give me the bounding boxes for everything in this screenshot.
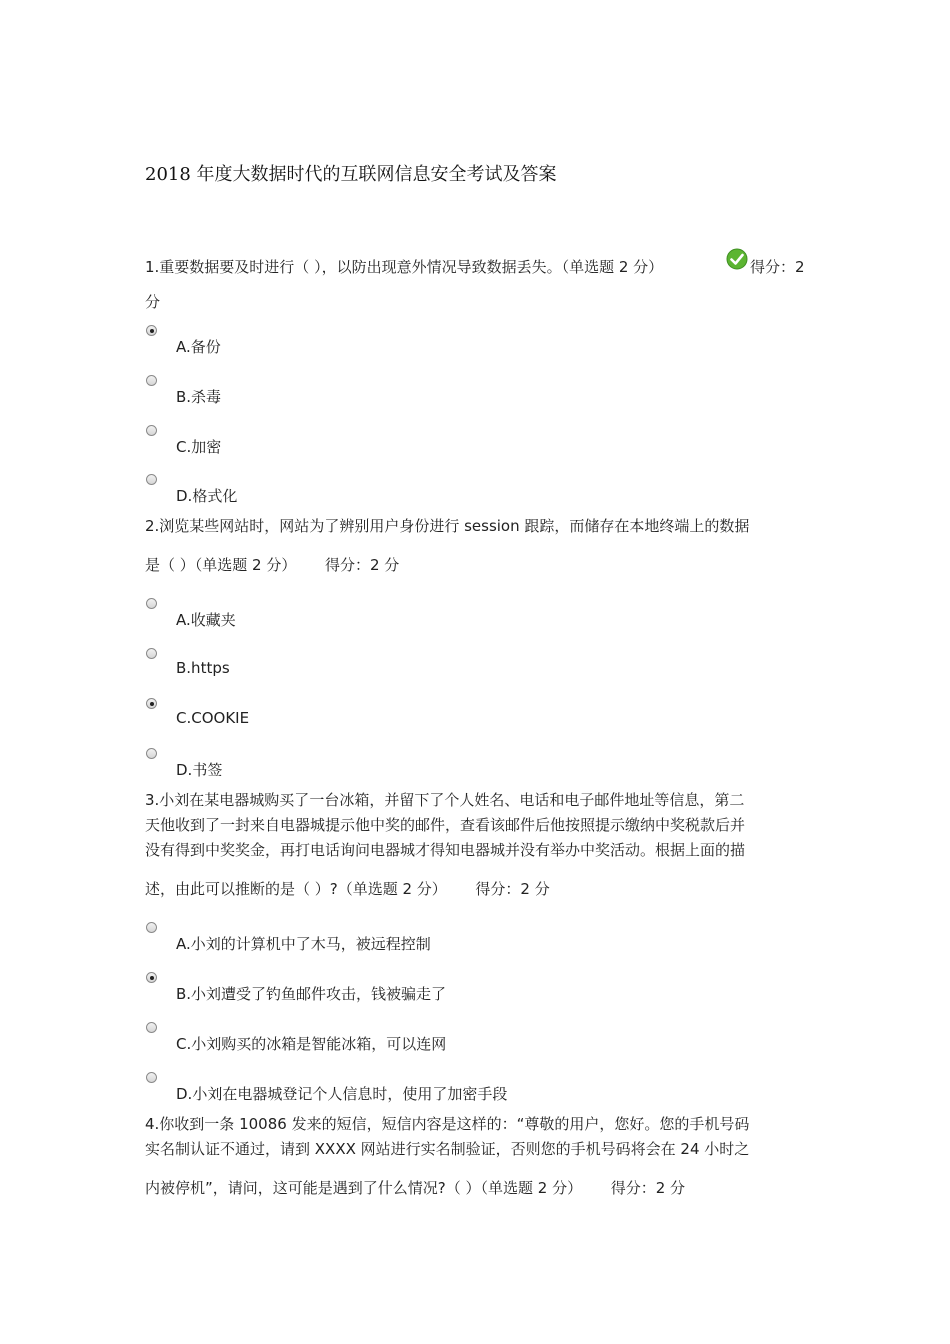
- option-label-3d: D.小刘在电器城登记个人信息时，使用了加密手段: [176, 1085, 508, 1103]
- option-radio-3a[interactable]: [146, 922, 157, 933]
- question-1-text: 1.重要数据要及时进行（ ），以防出现意外情况导致数据丢失。（单选题 2 分）: [145, 258, 664, 276]
- option-label-2a: A.收藏夹: [176, 611, 236, 629]
- option-label-2d: D.书签: [176, 761, 223, 779]
- document-title: 2018 年度大数据时代的互联网信息安全考试及答案: [145, 164, 557, 185]
- option-label-1c: C.加密: [176, 438, 222, 456]
- question-3-text-line-3: 没有得到中奖奖金，再打电话询问电器城才得知电器城并没有举办中奖活动。根据上面的描: [145, 841, 746, 859]
- option-radio-2d[interactable]: [146, 748, 157, 759]
- question-1-score-unit: 分: [145, 293, 161, 311]
- option-radio-3d[interactable]: [146, 1072, 157, 1083]
- option-label-1b: B.杀毒: [176, 388, 222, 406]
- option-label-3b: B.小刘遭受了钓鱼邮件攻击，钱被骗走了: [176, 985, 447, 1003]
- option-label-1a: A.备份: [176, 338, 221, 356]
- option-radio-1d[interactable]: [146, 474, 157, 485]
- option-radio-2c[interactable]: [146, 698, 157, 709]
- option-radio-2a[interactable]: [146, 598, 157, 609]
- question-4-text-line-1: 4.你收到一条 10086 发来的短信，短信内容是这样的：“尊敬的用户，您好。您的手机号码: [145, 1115, 750, 1133]
- option-label-3c: C.小刘购买的冰箱是智能冰箱，可以连网: [176, 1035, 447, 1053]
- option-label-2c: C.COOKIE: [176, 709, 250, 727]
- question-4-text-line-3: 内被停机”，请问，这可能是遇到了什么情况?（ ）（单选题 2 分） 得分：2 分: [145, 1179, 686, 1197]
- question-3-text-line-4: 述，由此可以推断的是（ ）?（单选题 2 分） 得分：2 分: [145, 880, 550, 898]
- question-4-text-line-2: 实名制认证不通过，请到 XXXX 网站进行实名制验证，否则您的手机号码将会在 24 小时之: [145, 1140, 750, 1158]
- option-label-1d: D.格式化: [176, 487, 238, 505]
- option-radio-1b[interactable]: [146, 375, 157, 386]
- option-label-3a: A.小刘的计算机中了木马，被远程控制: [176, 935, 431, 953]
- question-3-text-line-1: 3.小刘在某电器城购买了一台冰箱，并留下了个人姓名、电话和电子邮件地址等信息，第二: [145, 791, 745, 809]
- option-radio-3c[interactable]: [146, 1022, 157, 1033]
- option-radio-1c[interactable]: [146, 425, 157, 436]
- question-2-text-line-2: 是（ ）（单选题 2 分） 得分：2 分: [145, 556, 400, 574]
- question-1-score: 得分：2: [750, 258, 805, 276]
- question-3-text-line-2: 天他收到了一封来自电器城提示他中奖的邮件，查看该邮件后他按照提示缴纳中奖税款后并: [145, 816, 746, 834]
- option-radio-1a[interactable]: [146, 325, 157, 336]
- correct-check-icon: [726, 248, 748, 270]
- option-radio-3b[interactable]: [146, 972, 157, 983]
- option-label-2b: B.https: [176, 659, 230, 677]
- question-2-text-line-1: 2.浏览某些网站时，网站为了辨别用户身份进行 session 跟踪，而储存在本地终端上的数据: [145, 517, 750, 535]
- option-radio-2b[interactable]: [146, 648, 157, 659]
